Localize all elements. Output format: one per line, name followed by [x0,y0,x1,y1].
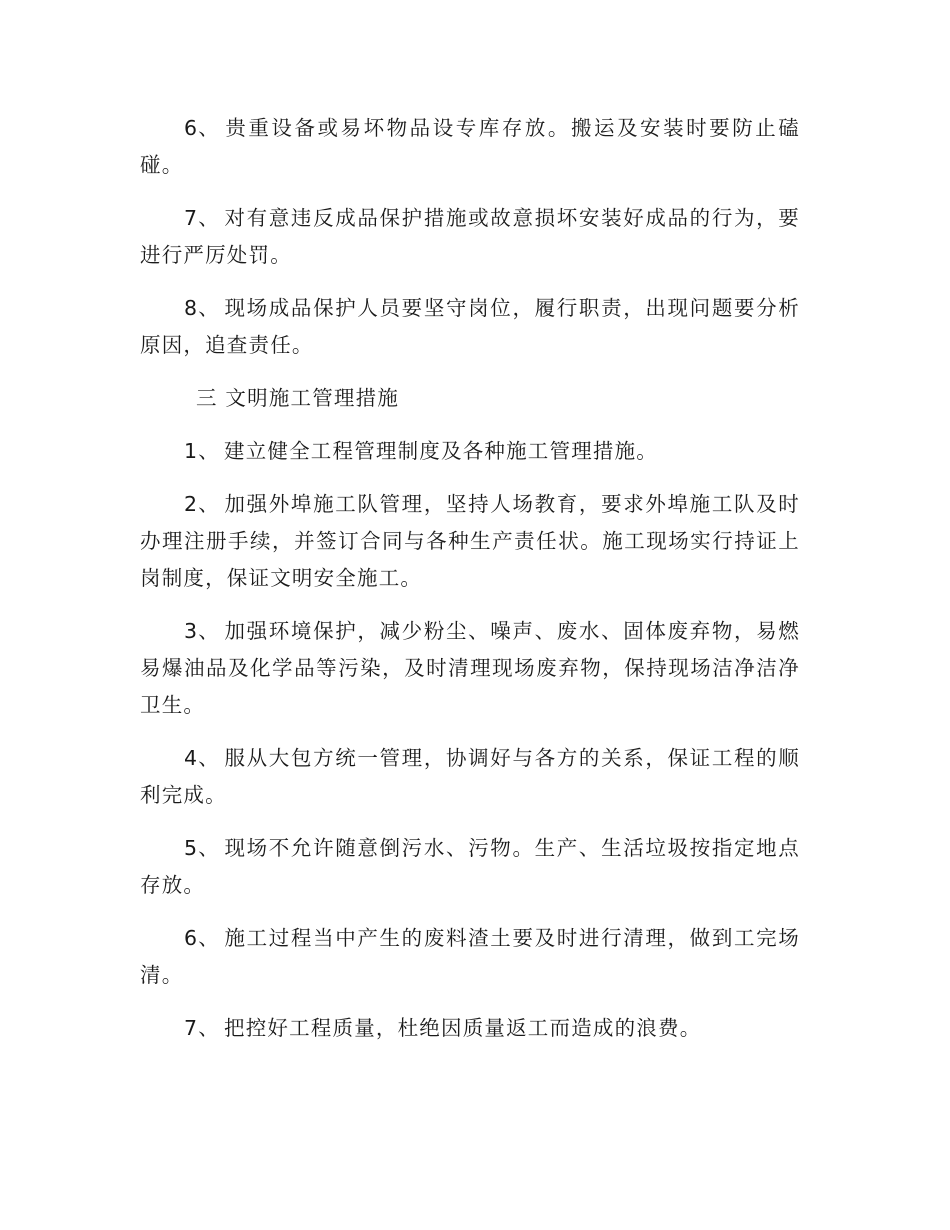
list-item [140,433,800,470]
item-number: 5、 [184,836,220,860]
item-text: 建立健全工程管理制度及各种施工管理措施。 [224,439,658,463]
list-item [140,290,800,364]
list-item [140,740,800,814]
item-number: 3、 [184,619,220,643]
list-item [140,1010,800,1047]
list-item [140,486,800,597]
list-item [140,613,800,724]
item-number: 7、 [184,1016,220,1040]
item-text: 贵重设备或易坏物品设专库存放。搬运及安装时要防止磕碰。 [140,116,800,177]
item-text: 服从大包方统一管理，协调好与各方的关系，保证工程的顺利完成。 [140,746,800,807]
item-number: 6、 [184,116,220,140]
item-number: 2、 [184,492,220,516]
item-text: 施工过程当中产生的废料渣土要及时进行清理，做到工完场清。 [140,926,800,987]
list-item [140,200,800,274]
list-item [140,110,800,184]
list-item [140,830,800,904]
item-text: 现场成品保护人员要坚守岗位，履行职责，出现问题要分析原因，追查责任。 [140,296,800,357]
section-heading: 三 文明施工管理措施 [196,386,400,410]
item-text: 加强外埠施工队管理，坚持人场教育，要求外埠施工队及时办理注册手续，并签订合同与各种生产责任状。施工现场实行持证上岗制度，保证文明安全施工。 [140,492,800,590]
item-text: 把控好工程质量，杜绝因质量返工而造成的浪费。 [224,1016,702,1040]
item-number: 4、 [184,746,220,770]
item-text: 对有意违反成品保护措施或故意损坏安装好成品的行为，要进行严厉处罚。 [140,206,800,267]
document-body [140,110,800,1063]
item-text: 现场不允许随意倒污水、污物。生产、生活垃圾按指定地点存放。 [140,836,800,897]
item-number: 7、 [184,206,220,230]
item-number: 1、 [184,439,220,463]
item-text: 加强环境保护，减少粉尘、噪声、废水、固体废弃物，易燃易爆油品及化学品等污染，及时清理现场废弃物，保持现场洁净洁净卫生。 [140,619,800,717]
list-item [140,920,800,994]
item-number: 6、 [184,926,220,950]
item-number: 8、 [184,296,220,320]
